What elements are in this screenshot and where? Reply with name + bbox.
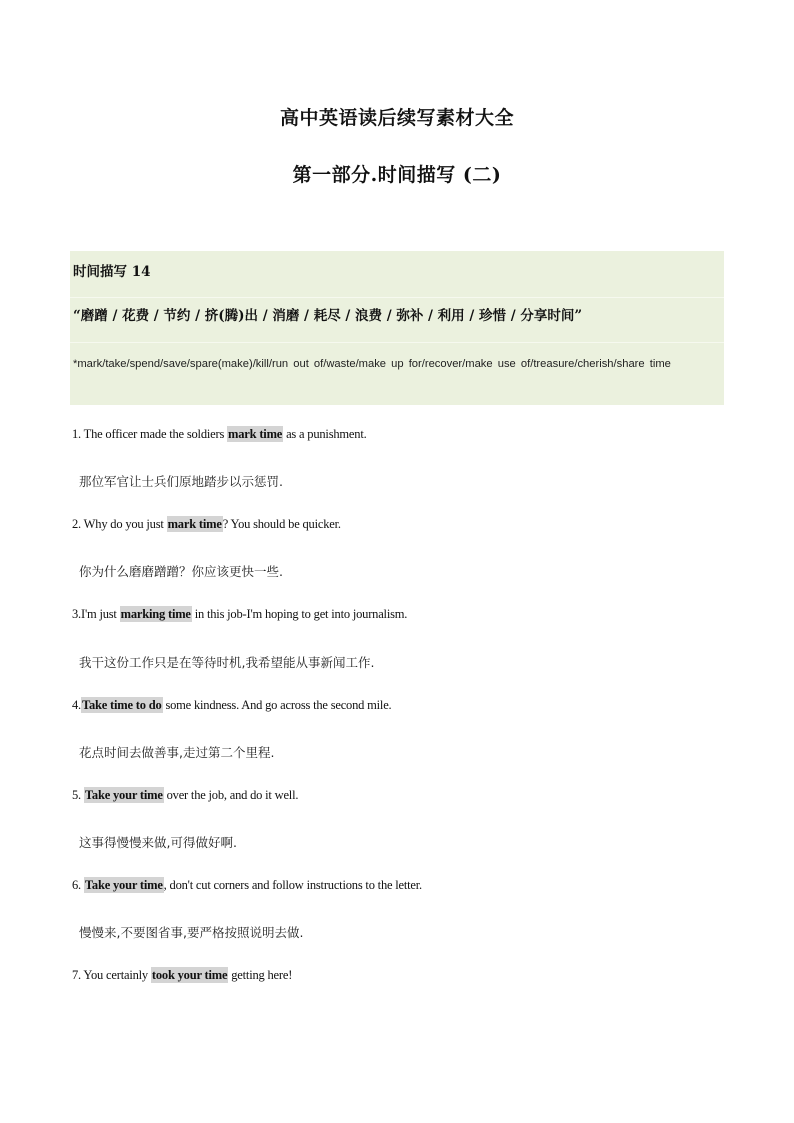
box-divider	[70, 342, 724, 343]
example-translation: 这事得慢慢来做,可得做好啊.	[79, 835, 237, 850]
highlighted-phrase: Take your time	[84, 878, 163, 892]
sentence-text: 6.	[72, 878, 84, 892]
sentence-text: in this job-I'm hoping to get into journalism.	[191, 607, 408, 621]
vocab-heading: 时间描写 14	[73, 264, 151, 280]
sentence-text: 4.	[72, 698, 81, 712]
example-sentence	[72, 968, 292, 983]
example-translation: 慢慢来,不要图省事,要严格按照说明去做.	[79, 925, 304, 940]
example-translation: 你为什么磨磨蹭蹭？你应该更快一些.	[79, 564, 283, 579]
sentence-text: 3.I'm just	[72, 607, 120, 621]
sentence-text: 7. You certainly	[72, 968, 151, 982]
sentence-text: over the job, and do it well.	[163, 788, 299, 802]
sentence-text: 5.	[72, 788, 84, 802]
sentence-text: as a punishment.	[283, 427, 367, 441]
vocab-meanings: “磨蹭 / 花费 / 节约 / 挤(腾)出 / 消磨 / 耗尽 / 浪费 / 弥补 / 利用 / 珍惜 / 分享时间”	[73, 308, 583, 324]
box-divider	[70, 297, 724, 298]
example-sentence	[72, 607, 407, 622]
example-translation: 那位军官让士兵们原地踏步以示惩罚.	[79, 474, 283, 489]
example-sentence	[72, 788, 298, 803]
sentence-text: 2. Why do you just	[72, 517, 167, 531]
highlighted-phrase: Take your time	[84, 788, 163, 802]
sentence-text: getting here!	[228, 968, 293, 982]
example-translation: 花点时间去做善事,走过第二个里程.	[79, 745, 275, 760]
example-sentence	[72, 698, 391, 713]
highlighted-phrase: mark time	[228, 427, 283, 441]
highlighted-phrase: marking time	[120, 607, 191, 621]
vocab-phrases: *mark/take/spend/save/spare(make)/kill/run out of/waste/make up for/recover/make use of/treasure/cherish/share time	[73, 358, 671, 370]
example-sentence	[72, 427, 367, 442]
sentence-text: 1. The officer made the soldiers	[72, 427, 228, 441]
example-sentence	[72, 878, 422, 893]
sentence-text: , don't cut corners and follow instructions to the letter.	[163, 878, 422, 892]
highlighted-phrase: mark time	[167, 517, 222, 531]
highlighted-phrase: took your time	[151, 968, 228, 982]
sentence-text: ? You should be quicker.	[222, 517, 341, 531]
document-title: 高中英语读后续写素材大全	[279, 107, 514, 129]
example-sentence	[72, 517, 341, 532]
sentence-text: some kindness. And go across the second mile.	[162, 698, 392, 712]
example-translation: 我干这份工作只是在等待时机,我希望能从事新闻工作.	[79, 655, 375, 670]
highlighted-phrase: Take time to do	[81, 698, 162, 712]
section-title: 第一部分.时间描写 (二)	[292, 164, 502, 186]
vocab-box	[70, 251, 724, 405]
